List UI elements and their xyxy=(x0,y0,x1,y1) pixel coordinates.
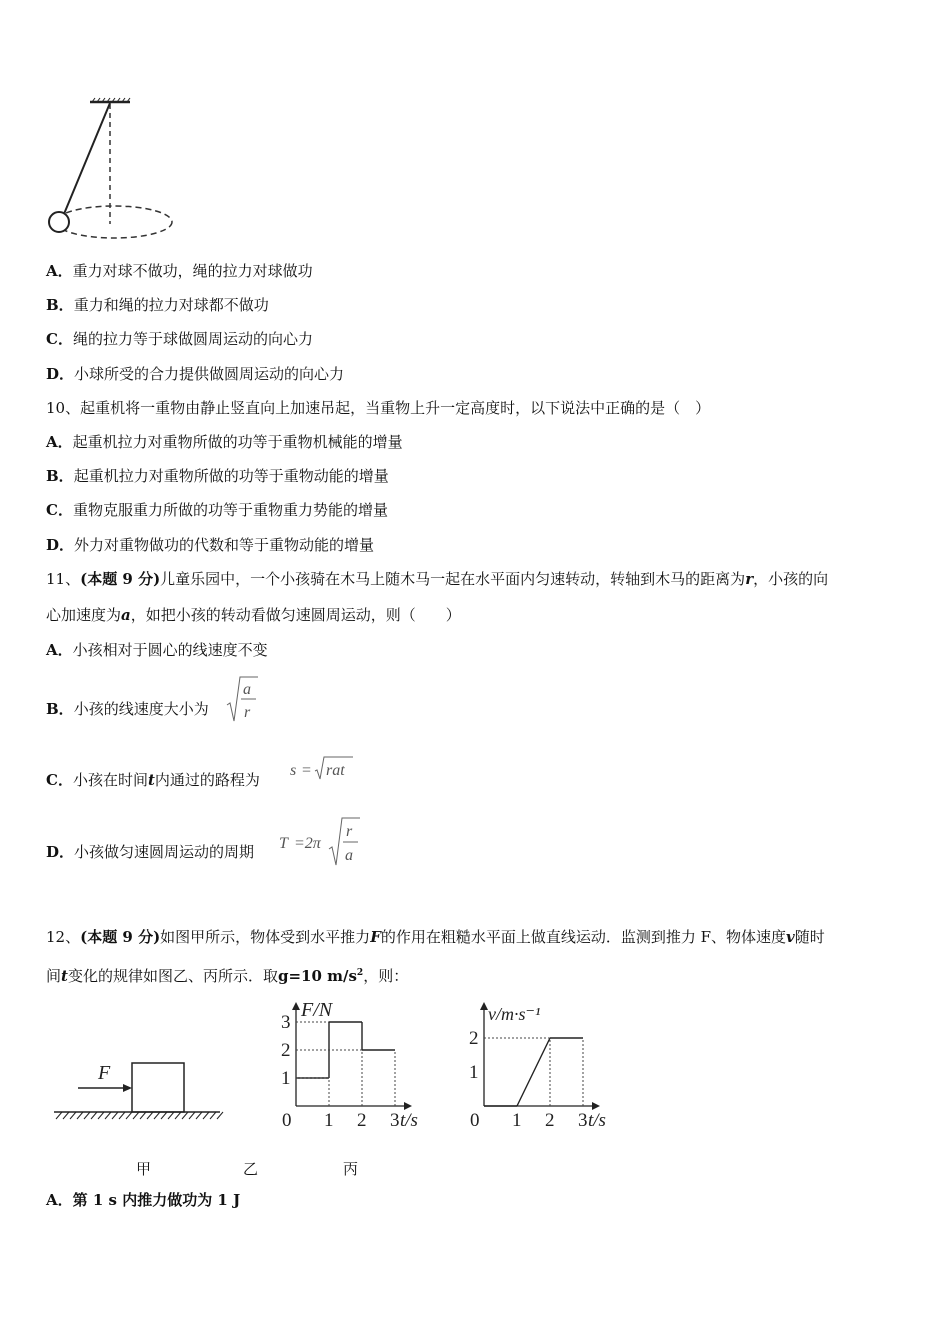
q12-stem-line2: 间t变化的规律如图乙、丙所示．取g=10 $m/s^2$，则： xyxy=(46,967,409,985)
caption-yi: 乙 xyxy=(243,1160,259,1178)
chart-vt-series-segment xyxy=(517,1038,550,1106)
formula-sqrt-a-over-r xyxy=(226,675,260,725)
q9-option-c: C．绳的拉力等于球做圆周运动的向心力 xyxy=(46,330,313,348)
chart-ft-xtick: 3 xyxy=(390,1110,400,1131)
q11-option-b: B．小孩的线速度大小为 xyxy=(46,700,209,718)
formula-d-denominator: a xyxy=(345,847,353,864)
q10-option-a: A．起重机拉力对重物所做的功等于重物机械能的增量 xyxy=(46,433,403,451)
chart-vt-xtick: 2 xyxy=(545,1110,555,1131)
formula-d-eq: =2π xyxy=(294,835,321,852)
chart-vt-xlabel: t/s xyxy=(588,1110,606,1131)
q11-option-c: C．小孩在时间t内通过的路程为 xyxy=(46,771,260,789)
q11-stem-line1: 11、(本题 9 分)儿童乐园中，一个小孩骑在木马上随木马一起在水平面内匀速转动，转轴到木马的距离为r，小孩的向 xyxy=(46,570,829,588)
q9-option-a: A．重力对球不做功，绳的拉力对球做功 xyxy=(46,262,313,280)
chart-ft-xtick: 1 xyxy=(324,1110,334,1131)
force-label-F: F xyxy=(98,1062,111,1084)
chart-vt-xtick: 3 xyxy=(578,1110,588,1131)
q9-option-b: B．重力和绳的拉力对球都不做功 xyxy=(46,296,269,314)
chart-ft-ytick: 2 xyxy=(281,1040,291,1061)
q10-option-b: B．起重机拉力对重物所做的功等于重物动能的增量 xyxy=(46,467,389,485)
figure-block-on-ground xyxy=(50,1055,225,1125)
formula-b-numerator: a xyxy=(243,681,251,698)
conical-pendulum-figure xyxy=(44,96,184,246)
q10-option-d: D．外力对重物做功的代数和等于重物动能的增量 xyxy=(46,536,375,554)
chart-ft-ylabel: F/N xyxy=(301,999,333,1021)
formula-c-lhs: s xyxy=(290,762,297,779)
q10-stem: 10、起重机将一重物由静止竖直向上加速吊起，当重物上升一定高度时，以下说法中正确的是（ ） xyxy=(46,399,711,417)
chart-ft-xtick: 0 xyxy=(282,1110,292,1131)
q11-option-a: A．小孩相对于圆心的线速度不变 xyxy=(46,641,268,659)
chart-ft-xtick: 2 xyxy=(357,1110,367,1131)
formula-d-lhs: T xyxy=(279,835,288,852)
chart-ft-xlabel: t/s xyxy=(400,1110,418,1131)
q9-option-d: D．小球所受的合力提供做圆周运动的向心力 xyxy=(46,365,345,383)
formula-c-radicand: rat xyxy=(326,762,345,779)
chart-vt-xtick: 0 xyxy=(470,1110,480,1131)
formula-d-numerator: r xyxy=(346,823,353,840)
chart-vt-ytick: 2 xyxy=(469,1028,479,1049)
chart-velocity-time xyxy=(464,996,624,1134)
q11-stem-line2: 心加速度为a，如把小孩的转动看做匀速圆周运动，则（ ） xyxy=(46,606,461,624)
caption-bing: 丙 xyxy=(343,1160,359,1178)
formula-period xyxy=(278,815,364,867)
q11-option-d: D．小孩做匀速圆周运动的周期 xyxy=(46,843,255,861)
caption-jia: 甲 xyxy=(136,1160,152,1178)
formula-b-denominator: r xyxy=(244,704,251,721)
chart-ft-ytick: 3 xyxy=(281,1012,291,1033)
q12-stem-line1: 12、(本题 9 分)如图甲所示，物体受到水平推力F的作用在粗糙水平面上做直线运动．监测到推力 F、物体速度v随时 xyxy=(46,928,825,946)
q10-option-c: C．重物克服重力所做的功等于重物重力势能的增量 xyxy=(46,501,388,519)
chart-ft-ytick: 1 xyxy=(281,1068,291,1089)
q12-option-a: A．第 1 s 内推力做功为 1 J xyxy=(46,1191,241,1209)
chart-vt-ylabel: v/m·s⁻¹ xyxy=(488,1004,541,1024)
chart-vt-xtick: 1 xyxy=(512,1110,522,1131)
chart-vt-ytick: 1 xyxy=(469,1062,479,1083)
formula-c-eq: = xyxy=(302,762,312,779)
formula-s-equals-sqrt-rat xyxy=(289,755,359,785)
chart-force-time xyxy=(276,996,436,1134)
